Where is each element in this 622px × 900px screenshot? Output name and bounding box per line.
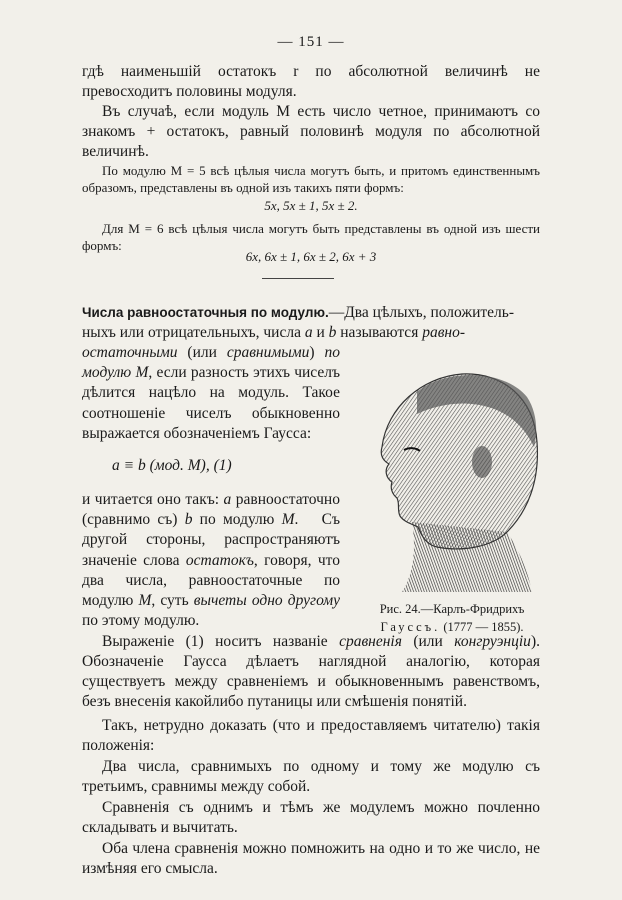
- section-divider: [262, 278, 334, 279]
- gauss-portrait-engraving: [342, 352, 542, 592]
- paragraph-addition: Сравненія съ однимъ и тѣмъ же модулемъ можно почленно складывать и вычитать.: [82, 799, 540, 836]
- page-number: — 151 —: [277, 34, 345, 50]
- paragraph-modulus-5: По модулю M = 5 всѣ цѣлыя числа могутъ быть, и притомъ единственнымъ образомъ, представлены въ одной изъ такихъ пяти формъ:: [82, 163, 540, 195]
- formula-forms-6: 6x, 6x ± 1, 6x ± 2, 6x + 3: [245, 249, 377, 264]
- paragraph-even-modulus: Въ случаѣ, если модуль M есть число четное, принимаютъ со знакомъ + остатокъ, равный половинѣ модуля по абсолютной величинѣ.: [82, 103, 540, 160]
- paragraph-modulus-6: Для M = 6 всѣ цѣлыя числа могутъ быть представлены въ одной изъ шести формъ:: [82, 221, 540, 253]
- section-heading: Числа равноостаточныя по модулю.: [82, 305, 329, 320]
- paragraph-remainder: гдѣ наименьшій остатокъ r по абсолютной величинѣ не превосходитъ половины модуля.: [82, 63, 540, 100]
- column-text-bottom: и читается оно такъ: a равноостаточно (сравнимо съ) b по модулю M. Съ другой стороны, распространяютъ значеніе слова остатокъ, говоря, что два числа, равноостаточные по модулю M, суть вычеты одно другому по этому модулю.: [82, 491, 340, 630]
- figure-caption: Рис. 24.—Карлъ-Фридрихъ Гауссъ. (1777 — 1855).: [379, 602, 525, 634]
- paragraph-propositions: Такъ, нетрудно доказать (что и предоставляемъ читателю) такія положенія:: [82, 717, 540, 754]
- paragraph-multiplication: Оба члена сравненія можно помножить на одно и то же число, не измѣняя его смысла.: [82, 840, 540, 877]
- congruence-formula: a ≡ b (мод. M), (1): [112, 457, 232, 474]
- formula-forms-5: 5x, 5x ± 1, 5x ± 2.: [264, 198, 358, 213]
- column-text-top: остаточными (или сравнимыми) по модулю M, если разность этихъ чиселъ дѣлится нацѣло на модуль. Такое соотношеніе чиселъ обыкновенно выражается обозначеніемъ Гаусса:: [82, 344, 341, 442]
- paragraph-comparison: Выраженіе (1) носитъ названіе сравненія (или конгруэнціи). Обозначеніе Гаусса дѣлаетъ наглядной аналогію, которая существуетъ между сравненіемъ и обыкновеннымъ равенствомъ, безъ внесенія какойлибо путаницы или смѣшенія понятій.: [82, 633, 540, 710]
- section-intro: Числа равноостаточныя по модулю.—Два цѣлыхъ, положитель- ныхъ или отрицательныхъ, числа a и b называются равно-: [82, 304, 515, 341]
- paragraph-transitivity: Два числа, сравнимыхъ по одному и тому же модулю съ третьимъ, сравнимы между собой.: [82, 758, 540, 795]
